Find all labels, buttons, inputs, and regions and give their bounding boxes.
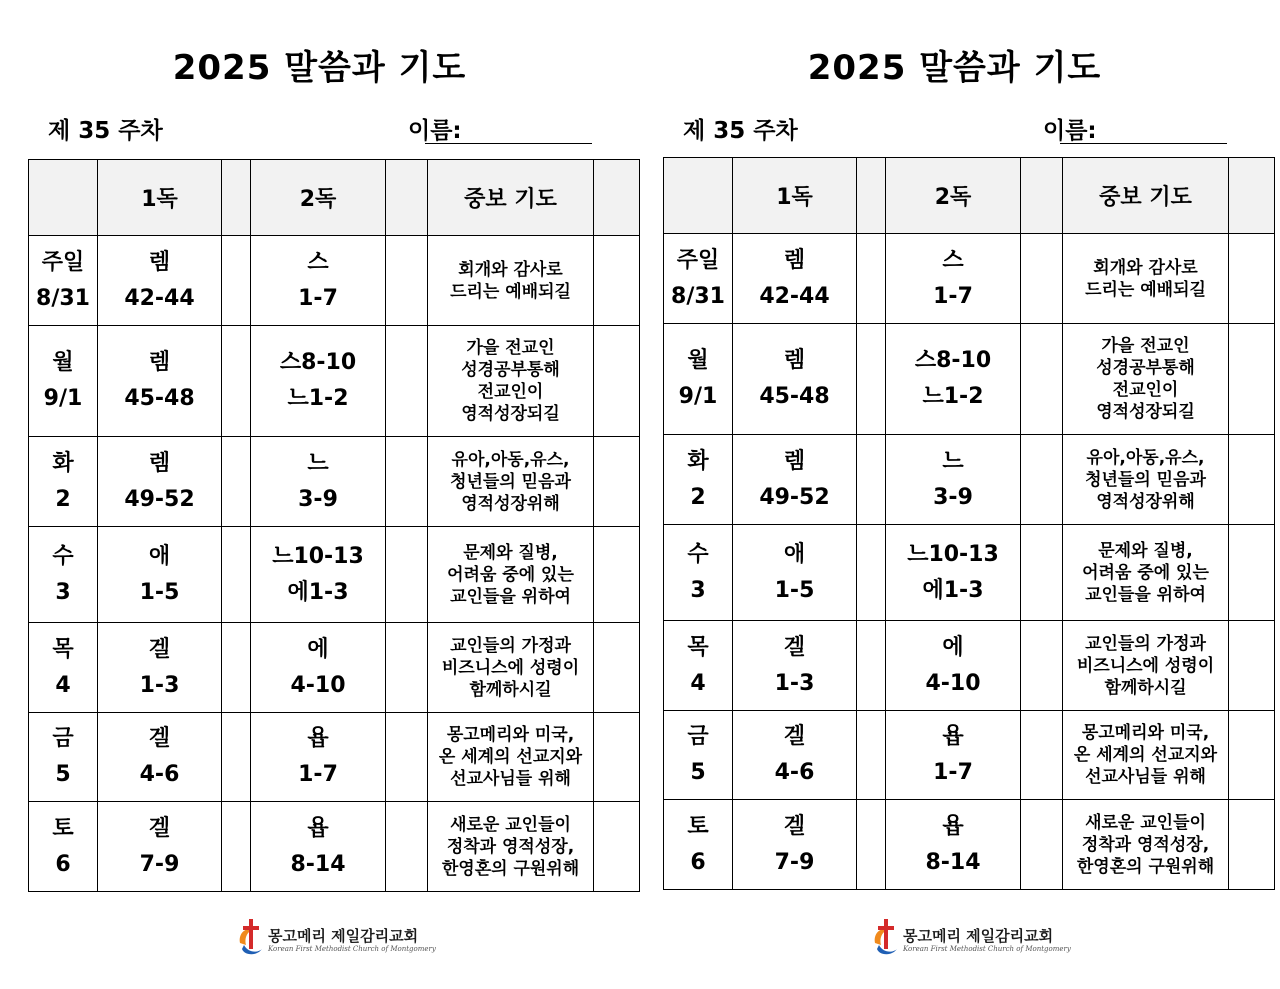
header-reading-2: 2독 [886, 158, 1021, 234]
reading-2-check-cell[interactable] [1021, 435, 1063, 525]
reading-2-range: 4-10 [290, 672, 346, 698]
table-row [664, 234, 1275, 324]
prayer-check-cell[interactable] [1229, 621, 1275, 711]
prayer-check-cell[interactable] [1229, 525, 1275, 621]
church-logo [234, 915, 436, 959]
reading-1-range: 1-5 [139, 579, 180, 605]
prayer-line: 가을 전교인 [1101, 336, 1190, 356]
day-name: 토 [52, 815, 74, 841]
table-row [664, 324, 1275, 435]
reading-2-cell [886, 711, 1021, 800]
prayer-check-cell[interactable] [594, 713, 640, 802]
day-cell [664, 435, 733, 525]
reading-1-book: 겔 [148, 636, 171, 662]
prayer-line: 청년들의 믿음과 [1085, 469, 1206, 490]
reading-plan-table [28, 159, 640, 892]
name-label: 이름: [1043, 118, 1097, 144]
prayer-cell [1063, 800, 1229, 890]
reading-2-cell [251, 236, 386, 326]
prayer-line: 새로운 교인들이 [450, 814, 571, 835]
table-row [29, 236, 640, 326]
prayer-line: 어려움 중에 있는 [447, 564, 574, 585]
prayer-line: 전교인이 [1112, 380, 1179, 400]
reading-2-check-cell[interactable] [1021, 324, 1063, 435]
table-row [664, 525, 1275, 621]
reading-2-cell [251, 802, 386, 892]
day-date: 6 [55, 851, 71, 877]
reading-1-cell [733, 711, 857, 800]
prayer-line: 선교사님들 위해 [450, 769, 571, 789]
prayer-cell [428, 527, 594, 623]
table-row [29, 713, 640, 802]
reading-2-cell [251, 437, 386, 527]
reading-1-range: 4-6 [774, 760, 815, 785]
reading-2-cell [251, 527, 386, 623]
reading-2-check-cell[interactable] [386, 326, 428, 437]
day-cell [664, 324, 733, 435]
day-name: 주일 [41, 249, 85, 275]
prayer-cell [1063, 621, 1229, 711]
prayer-line: 전교인이 [477, 382, 544, 402]
prayer-cell [1063, 711, 1229, 800]
reading-1-check-cell[interactable] [222, 713, 251, 802]
day-cell [664, 711, 733, 800]
day-cell [29, 713, 98, 802]
reading-1-check-cell[interactable] [857, 711, 886, 800]
day-date: 8/31 [36, 285, 90, 311]
reading-1-book: 겔 [783, 813, 806, 839]
prayer-line: 온 세계의 선교지와 [1073, 745, 1218, 765]
page-title: 2025 말씀과 기도 [807, 48, 1102, 88]
checkbox-column-header-3 [594, 160, 640, 236]
day-date: 6 [690, 849, 706, 875]
reading-2-book: 스 [942, 247, 964, 273]
reading-2-check-cell[interactable] [1021, 525, 1063, 621]
reading-1-range: 49-52 [124, 486, 195, 512]
day-date: 9/1 [43, 386, 83, 411]
reading-1-book: 렘 [148, 249, 171, 275]
reading-1-book: 겔 [783, 724, 806, 749]
reading-2-range: 에1-3 [287, 579, 349, 605]
name-label: 이름: [408, 118, 462, 144]
worksheet-right [663, 0, 1246, 989]
church-logo [869, 915, 1071, 959]
day-cell [664, 800, 733, 890]
reading-2-range: 1-7 [933, 760, 973, 785]
reading-2-range: 3-9 [298, 486, 338, 512]
reading-1-check-cell[interactable] [222, 236, 251, 326]
reading-2-range: 1-7 [933, 283, 973, 309]
reading-2-book: 스 [307, 249, 329, 275]
church-name: 몽고메리 제일감리교회 [268, 927, 419, 945]
reading-1-cell [98, 236, 222, 326]
day-cell [664, 621, 733, 711]
reading-2-check-cell[interactable] [386, 623, 428, 713]
reading-1-cell [733, 525, 857, 621]
prayer-cell [428, 437, 594, 527]
reading-1-check-cell[interactable] [222, 527, 251, 623]
reading-2-check-cell[interactable] [386, 802, 428, 892]
reading-2-check-cell[interactable] [1021, 711, 1063, 800]
prayer-line: 정착과 영적성장, [446, 836, 575, 857]
church-name-english: Korean First Methodist Church of Montgomery [268, 945, 436, 953]
prayer-check-cell[interactable] [594, 236, 640, 326]
day-date: 4 [55, 672, 71, 698]
reading-2-check-cell[interactable] [1021, 621, 1063, 711]
reading-1-check-cell[interactable] [222, 802, 251, 892]
cross-flame-logo-icon [234, 915, 268, 959]
reading-1-cell [98, 527, 222, 623]
reading-2-check-cell[interactable] [1021, 234, 1063, 324]
header-reading-1: 1독 [98, 160, 222, 236]
prayer-line: 함께하시길 [1104, 677, 1187, 698]
table-row [664, 800, 1275, 890]
reading-2-cell [251, 713, 386, 802]
reading-2-book: 에 [942, 634, 964, 660]
day-name: 목 [52, 636, 74, 662]
reading-1-range: 4-6 [139, 762, 180, 787]
reading-1-cell [98, 437, 222, 527]
reading-1-cell [733, 435, 857, 525]
day-name: 금 [52, 726, 74, 751]
prayer-line: 영적성장되길 [1096, 402, 1195, 422]
reading-2-check-cell[interactable] [386, 527, 428, 623]
reading-1-range: 42-44 [759, 283, 830, 309]
prayer-line: 몽고메리와 미국, [446, 725, 575, 745]
reading-2-check-cell[interactable] [386, 437, 428, 527]
prayer-line: 영적성장되길 [461, 404, 560, 424]
reading-2-book: 욥 [942, 813, 964, 839]
day-name: 화 [52, 450, 74, 476]
day-date: 3 [690, 577, 706, 603]
reading-1-book: 애 [783, 541, 806, 567]
prayer-check-cell[interactable] [1229, 324, 1275, 435]
reading-2-range: 느1-2 [922, 384, 984, 409]
reading-1-cell [733, 324, 857, 435]
table-header-row [664, 158, 1275, 234]
table-row [29, 527, 640, 623]
prayer-line: 유아,아동,유스, [451, 449, 570, 470]
header-reading-2: 2독 [251, 160, 386, 236]
reading-2-book: 느 [942, 448, 964, 474]
reading-1-range: 45-48 [124, 386, 195, 411]
table-row [664, 435, 1275, 525]
prayer-line: 비즈니스에 성령이 [1076, 655, 1215, 676]
day-cell [29, 527, 98, 623]
reading-2-book: 느 [307, 450, 329, 476]
day-name: 화 [687, 448, 709, 474]
reading-1-range: 1-3 [139, 672, 180, 698]
checkbox-column-header-2 [386, 160, 428, 236]
header-reading-1: 1독 [733, 158, 857, 234]
reading-1-book: 렘 [783, 348, 806, 373]
prayer-line: 교인들의 가정과 [1085, 633, 1206, 654]
day-date: 2 [690, 484, 706, 510]
table-row [29, 623, 640, 713]
table-row [29, 326, 640, 437]
day-cell [29, 326, 98, 437]
prayer-line: 성경공부통해 [461, 360, 560, 380]
reading-2-cell [886, 800, 1021, 890]
prayer-line: 드리는 예배되길 [450, 281, 571, 302]
reading-2-cell [886, 621, 1021, 711]
reading-1-cell [733, 621, 857, 711]
prayer-check-cell[interactable] [1229, 234, 1275, 324]
reading-1-check-cell[interactable] [222, 326, 251, 437]
reading-2-check-cell[interactable] [386, 713, 428, 802]
reading-1-range: 7-9 [139, 851, 180, 877]
reading-2-book: 느10-13 [272, 543, 364, 569]
reading-1-range: 1-5 [774, 577, 815, 603]
prayer-line: 유아,아동,유스, [1086, 447, 1205, 468]
reading-1-check-cell[interactable] [857, 525, 886, 621]
reading-1-range: 1-3 [774, 670, 815, 696]
prayer-cell [1063, 234, 1229, 324]
prayer-cell [428, 326, 594, 437]
reading-2-range: 4-10 [925, 670, 981, 696]
reading-2-range: 8-14 [925, 849, 981, 875]
header-prayer: 중보 기도 [428, 160, 594, 236]
day-name: 목 [687, 634, 709, 660]
reading-1-check-cell[interactable] [222, 437, 251, 527]
reading-1-book: 렘 [148, 450, 171, 476]
reading-2-range: 3-9 [933, 484, 973, 510]
reading-2-cell [886, 525, 1021, 621]
prayer-cell [428, 713, 594, 802]
day-name: 주일 [676, 247, 720, 273]
reading-2-book: 느10-13 [907, 541, 999, 567]
prayer-line: 한영혼의 구원위해 [441, 858, 580, 879]
reading-2-cell [886, 435, 1021, 525]
prayer-line: 회개와 감사로 [1093, 257, 1198, 278]
reading-1-book: 렘 [783, 448, 806, 474]
reading-1-check-cell[interactable] [857, 234, 886, 324]
reading-2-cell [251, 623, 386, 713]
reading-1-cell [98, 326, 222, 437]
reading-2-book: 에 [307, 636, 329, 662]
header-day [29, 160, 98, 236]
prayer-line: 함께하시길 [469, 679, 552, 700]
table-row [664, 621, 1275, 711]
reading-1-check-cell[interactable] [222, 623, 251, 713]
prayer-check-cell[interactable] [594, 527, 640, 623]
prayer-line: 몽고메리와 미국, [1081, 723, 1210, 743]
prayer-check-cell[interactable] [1229, 711, 1275, 800]
table-row [29, 437, 640, 527]
day-date: 4 [690, 670, 706, 696]
prayer-check-cell[interactable] [594, 326, 640, 437]
reading-2-range: 느1-2 [287, 386, 349, 411]
prayer-line: 드리는 예배되길 [1085, 279, 1206, 300]
prayer-check-cell[interactable] [594, 437, 640, 527]
prayer-line: 비즈니스에 성령이 [441, 657, 580, 678]
prayer-check-cell[interactable] [594, 802, 640, 892]
reading-2-book: 욥 [942, 724, 964, 749]
prayer-line: 온 세계의 선교지와 [438, 747, 583, 767]
prayer-line: 영적성장위해 [1096, 491, 1195, 512]
day-date: 2 [55, 486, 71, 512]
prayer-line: 교인들을 위하여 [1085, 584, 1206, 605]
checkbox-column-header-1 [857, 158, 886, 234]
reading-2-check-cell[interactable] [386, 236, 428, 326]
day-cell [664, 525, 733, 621]
reading-1-range: 7-9 [774, 849, 815, 875]
reading-2-check-cell[interactable] [1021, 800, 1063, 890]
table-row [664, 711, 1275, 800]
checkbox-column-header-2 [1021, 158, 1063, 234]
prayer-cell [428, 623, 594, 713]
reading-2-range: 1-7 [298, 762, 338, 787]
day-name: 수 [52, 543, 74, 569]
day-date: 3 [55, 579, 71, 605]
reading-1-book: 렘 [148, 350, 171, 375]
checkbox-column-header-3 [1229, 158, 1275, 234]
reading-2-book: 욥 [307, 815, 329, 841]
reading-2-book: 스8-10 [914, 348, 992, 373]
reading-2-cell [886, 324, 1021, 435]
day-date: 5 [690, 760, 706, 785]
reading-1-book: 겔 [783, 634, 806, 660]
prayer-line: 문제와 질병, [1098, 540, 1193, 561]
prayer-line: 영적성장위해 [461, 493, 560, 514]
prayer-cell [1063, 435, 1229, 525]
prayer-line: 성경공부통해 [1096, 358, 1195, 378]
reading-1-book: 겔 [148, 726, 171, 751]
reading-1-range: 45-48 [759, 384, 830, 409]
name-field[interactable] [425, 143, 592, 144]
day-name: 토 [687, 813, 709, 839]
reading-1-cell [733, 800, 857, 890]
reading-1-check-cell[interactable] [857, 621, 886, 711]
prayer-cell [1063, 324, 1229, 435]
table-header-row [29, 160, 640, 236]
prayer-line: 문제와 질병, [463, 542, 558, 563]
day-date: 9/1 [678, 384, 718, 409]
prayer-line: 정착과 영적성장, [1081, 834, 1210, 855]
prayer-line: 선교사님들 위해 [1085, 767, 1206, 787]
prayer-line: 새로운 교인들이 [1085, 812, 1206, 833]
header-day [664, 158, 733, 234]
reading-1-cell [98, 623, 222, 713]
day-name: 금 [687, 724, 709, 749]
reading-2-book: 욥 [307, 726, 329, 751]
page-title: 2025 말씀과 기도 [172, 48, 467, 88]
reading-plan-table [663, 157, 1275, 890]
church-name: 몽고메리 제일감리교회 [903, 927, 1054, 945]
checkbox-column-header-1 [222, 160, 251, 236]
reading-2-range: 에1-3 [922, 577, 984, 603]
day-name: 월 [52, 350, 74, 375]
church-name-english: Korean First Methodist Church of Montgomery [903, 945, 1071, 953]
reading-1-cell [733, 234, 857, 324]
reading-2-cell [886, 234, 1021, 324]
week-label: 제 35 주차 [683, 118, 798, 144]
prayer-check-cell[interactable] [594, 623, 640, 713]
prayer-line: 가을 전교인 [466, 338, 555, 358]
reading-1-check-cell[interactable] [857, 800, 886, 890]
prayer-line: 교인들의 가정과 [450, 635, 571, 656]
reading-1-check-cell[interactable] [857, 324, 886, 435]
prayer-check-cell[interactable] [1229, 435, 1275, 525]
header-prayer: 중보 기도 [1063, 158, 1229, 234]
prayer-line: 회개와 감사로 [458, 259, 563, 280]
reading-1-book: 겔 [148, 815, 171, 841]
reading-2-book: 스8-10 [279, 350, 357, 375]
reading-1-range: 42-44 [124, 285, 195, 311]
prayer-line: 교인들을 위하여 [450, 586, 571, 607]
day-cell [29, 236, 98, 326]
day-cell [29, 623, 98, 713]
name-field[interactable] [1060, 143, 1227, 144]
reading-1-book: 렘 [783, 247, 806, 273]
day-cell [29, 437, 98, 527]
day-cell [664, 234, 733, 324]
prayer-cell [428, 802, 594, 892]
cross-flame-logo-icon [869, 915, 903, 959]
day-date: 5 [55, 762, 71, 787]
day-cell [29, 802, 98, 892]
reading-1-check-cell[interactable] [857, 435, 886, 525]
reading-1-range: 49-52 [759, 484, 830, 510]
worksheet-left [28, 0, 611, 989]
day-date: 8/31 [671, 283, 725, 309]
prayer-cell [428, 236, 594, 326]
prayer-line: 어려움 중에 있는 [1082, 562, 1209, 583]
reading-1-book: 애 [148, 543, 171, 569]
day-name: 월 [687, 348, 709, 373]
prayer-check-cell[interactable] [1229, 800, 1275, 890]
prayer-cell [1063, 525, 1229, 621]
reading-2-range: 1-7 [298, 285, 338, 311]
prayer-line: 청년들의 믿음과 [450, 471, 571, 492]
reading-1-cell [98, 802, 222, 892]
day-name: 수 [687, 541, 709, 567]
week-label: 제 35 주차 [48, 118, 163, 144]
reading-1-cell [98, 713, 222, 802]
table-row [29, 802, 640, 892]
prayer-line: 한영혼의 구원위해 [1076, 856, 1215, 877]
reading-2-cell [251, 326, 386, 437]
reading-2-range: 8-14 [290, 851, 346, 877]
